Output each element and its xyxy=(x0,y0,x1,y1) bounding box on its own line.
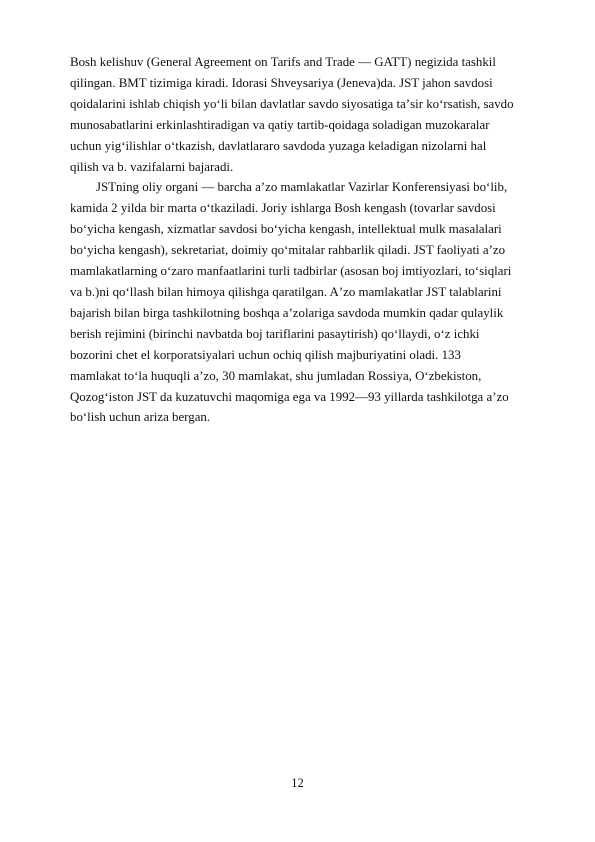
text-line: va b.)ni qo‘llash bilan himoya qilishga qaratilgan. Aʼzo mamlakatlar JST talablarini xyxy=(70,284,502,299)
paragraph-2 xyxy=(70,177,554,428)
text-line: bo‘yicha kengash), sekretariat, doimiy qo‘mitalar rahbarlik qiladi. JST faoliyati aʼzo xyxy=(70,243,506,258)
text-line: Qozog‘iston JST da kuzatuvchi maqomiga ega va 1992—93 yillarda tashkilotga aʼzo xyxy=(70,389,509,404)
text-line: berish rejimini (birinchi navbatda boj tariflarini pasaytirish) qo‘llaydi, o‘z ichki xyxy=(70,326,480,341)
page-body xyxy=(70,52,554,428)
text-line: qilingan. BMT tizimiga kiradi. Idorasi Shveysariya (Jeneva)da. JST jahon savdosi xyxy=(70,75,493,90)
text-line: bo‘yicha kengash, xizmatlar savdosi bo‘yicha kengash, intellektual mulk masalalari xyxy=(70,222,502,237)
text-line: bo‘lish uchun ariza bergan. xyxy=(70,410,211,425)
text-line: bozorini chet el korporatsiyalari uchun ochiq qilish majburiyatini oladi. 133 xyxy=(70,347,461,362)
text-line: qoidalarini ishlab chiqish yo‘li bilan davlatlar savdo siyosatiga taʼsir ko‘rsatish, savdo xyxy=(70,96,514,111)
paragraph-1 xyxy=(70,52,554,177)
text-line: uchun yig‘ilishlar o‘tkazish, davlatlararo savdoda yuzaga keladigan nizolarni hal xyxy=(70,138,487,153)
text-line: munosabatlarini erkinlashtiradigan va qatiy tartib-qoidaga soladigan muzokaralar xyxy=(70,117,490,132)
text-line: mamlakat to‘la huquqli aʼzo, 30 mamlakat, shu jumladan Rossiya, O‘zbekiston, xyxy=(70,368,482,383)
text-line: Bosh kelishuv (General Agreement on Tarifs and Trade — GATT) negizida tashkil xyxy=(70,55,496,69)
text-line: JSTning oliy organi — barcha aʼzo mamlakatlar Vazirlar Konferensiyasi bo‘lib, xyxy=(96,180,508,195)
page-number: 12 xyxy=(291,776,304,790)
text-line: kamida 2 yilda bir marta o‘tkaziladi. Joriy ishlarga Bosh kengash (tovarlar savdosi xyxy=(70,201,496,216)
text-line: qilish va b. vazifalarni bajaradi. xyxy=(70,159,234,174)
text-line: mamlakatlarning o‘zaro manfaatlarini turli tadbirlar (asosan boj imtiyozlari, to‘siqlari xyxy=(70,264,512,279)
text-line: bajarish bilan birga tashkilotning boshqa aʼzolariga savdoda mumkin qadar qulaylik xyxy=(70,305,504,320)
